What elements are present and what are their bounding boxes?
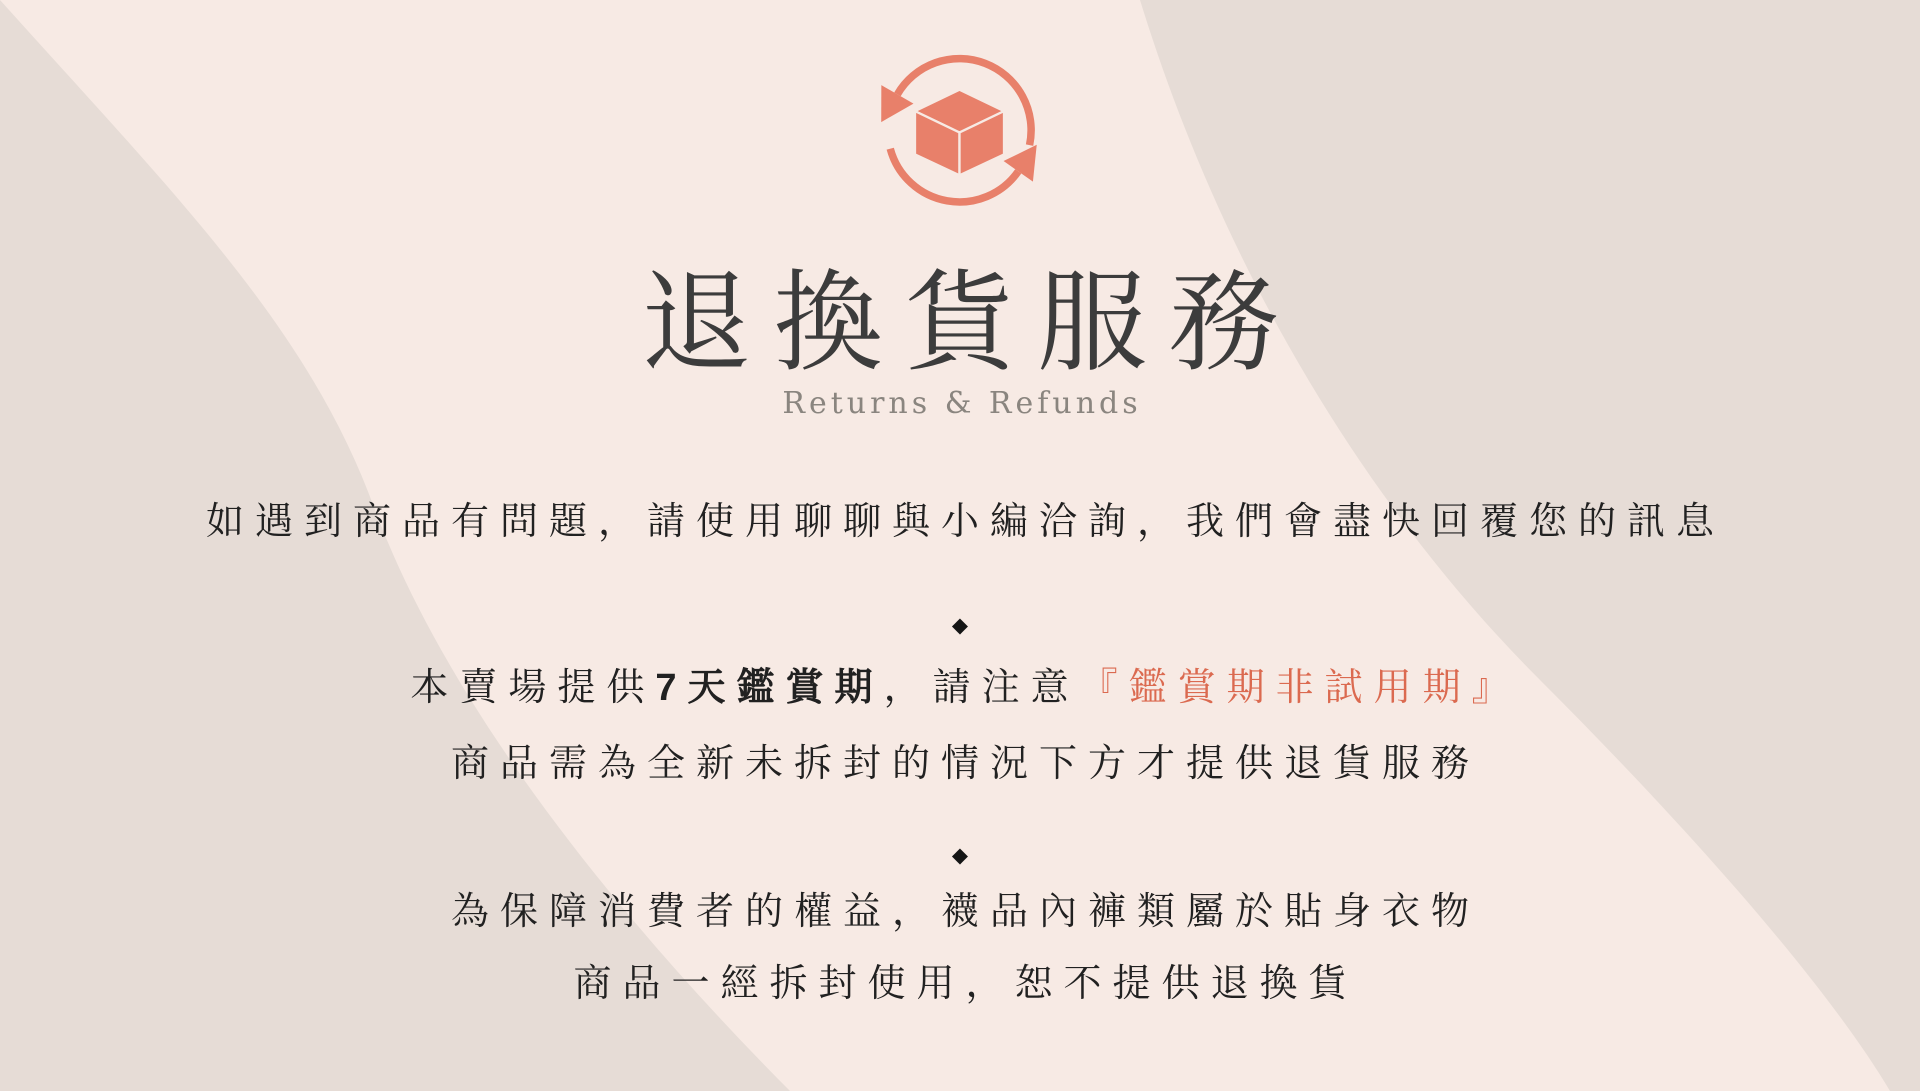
right-arrow-icon — [1004, 145, 1037, 182]
intro-text: 如遇到商品有問題，請使用聊聊與小編洽詢，我們會盡快回覆您的訊息 — [205, 501, 1725, 543]
diamond-separator: ◆ — [951, 844, 969, 867]
hygiene-line-2: 商品一經拆封使用，恕不提供退換貨 — [573, 963, 1358, 1005]
returns-box-icon — [867, 40, 1052, 225]
policy-line-1-bold: 7天鑑賞期 — [655, 667, 884, 709]
policy-line-2: 商品需為全新未拆封的情況下方才提供退貨服務 — [450, 743, 1480, 785]
page-subtitle: Returns & Refunds — [782, 386, 1142, 421]
returns-box-icon-svg — [867, 40, 1052, 225]
policy-line-1-mid: ，請注意 — [883, 667, 1080, 709]
policy-line-1 — [0, 662, 1920, 714]
policy-line-1-accent: 『鑑賞期非試用期』 — [1079, 667, 1521, 709]
page-title: 退換貨服務 — [641, 262, 1301, 385]
diamond-separator: ◆ — [951, 614, 969, 637]
hygiene-line-1: 為保障消費者的權益，襪品內褲類屬於貼身衣物 — [450, 891, 1480, 933]
policy-line-1-pre: 本賣場提供 — [410, 667, 656, 709]
